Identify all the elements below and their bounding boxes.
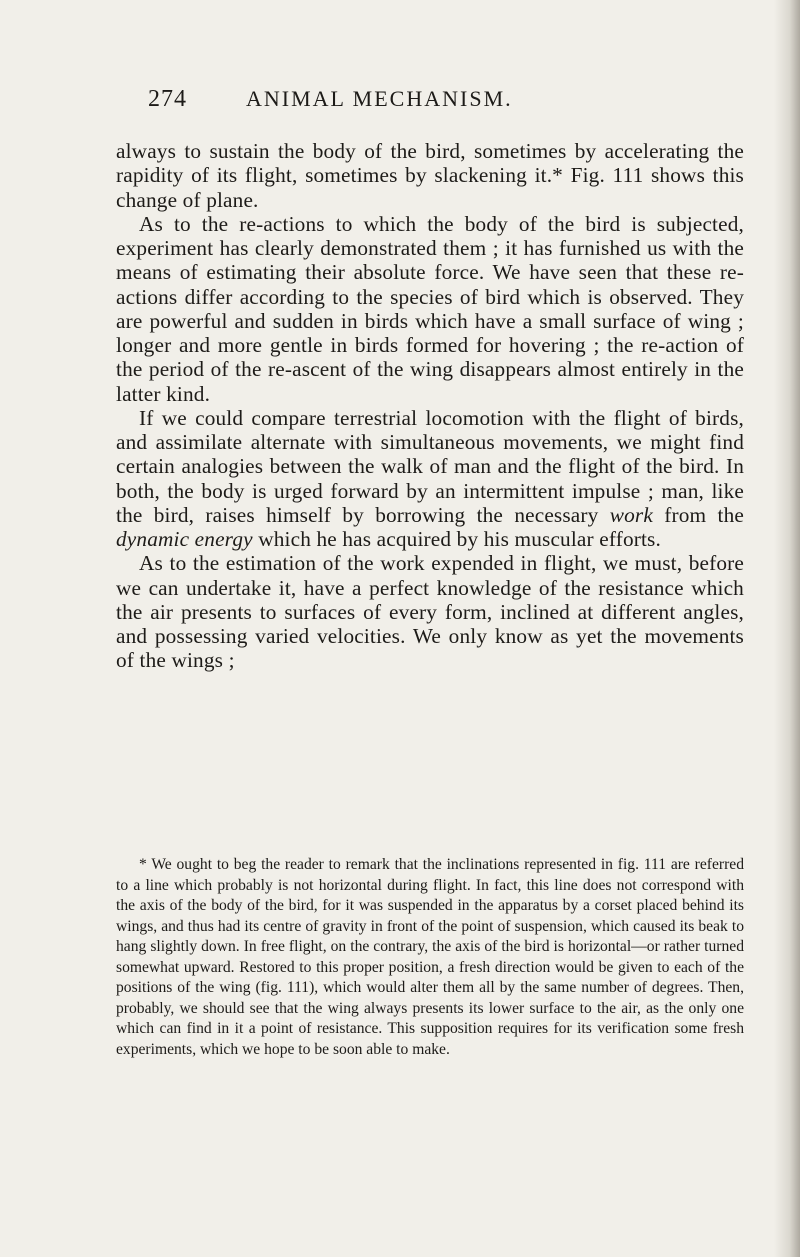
paragraph-1-text: always to sustain the body of the bird, sometimes by accelerating the rapidity of its flight, sometimes by slackening it.* Fig. 111 shows this change of plane. [116,139,744,212]
paragraph-1 [116,139,744,212]
running-head [148,86,748,116]
body-text [116,139,744,673]
paragraph-4-text: As to the estimation of the work expended in flight, we must, before we can undertake it, have a perfect knowledge of the resistance which the air presents to surfaces of every form, inclined at different angles, and possessing varied velocities. We only know as yet the movements of the wings ; [116,551,744,673]
paragraph-3-text-c: which he has acquired by his muscular efforts. [252,527,661,551]
paragraph-4 [116,551,744,672]
running-title: ANIMAL MECHANISM. [246,86,513,111]
footnote [116,855,744,1060]
footnote-text: * We ought to beg the reader to remark that the inclinations represented in fig. 111 are referred to a line which probably is not horizontal during flight. In fact, this line does not correspond with the axis of the body of the bird, for it was suspended in the apparatus by a corset placed behind its wings, and thus had its centre of gravity in front of the point of suspension, which caused its beak to hang slightly down. In free flight, on the contrary, the axis of the bird is horizontal—or rather turned somewhat upward. Restored to this proper position, a fresh direction would be given to each of the positions of the wing (fig. 111), which would alter them all by the same number of degrees. Then, probably, we should see that the wing always presents its lower surface to the air, as the only one which can find in it a point of resistance. This supposition requires for its verification some fresh experiments, which we hope to be soon able to make. [116,856,744,1058]
page-edge-shadow [774,0,800,1257]
paragraph-2-text: As to the re-actions to which the body of the bird is subjected, experiment has clearly demonstrated them ; it has furnished us with the means of estimating their absolute force. We have seen that these re-actions differ according to the species of bird which is observed. They are powerful and sudden in birds which have a small surface of wing ; longer and more gentle in birds formed for hovering ; the re-action of the period of the re-ascent of the wing disappears almost entirely in the latter kind. [116,211,744,406]
paragraph-3-text-a: If we could compare terrestrial locomotion with the flight of birds, and assimilate alternate with simultaneous movements, we might find certain analogies between the walk of man and the flight of the bird. In both, the body is urged forward by an intermittent impulse ; man, like the bird, raises himself by borrowing the necessary [116,405,744,527]
paragraph-3-text-b: from the [652,502,744,527]
italic-work: work [609,502,653,527]
page-number: 274 [148,86,187,112]
italic-dynamic-energy: dynamic energy [116,527,253,551]
paragraph-2 [116,212,744,406]
paragraph-3 [116,406,744,552]
